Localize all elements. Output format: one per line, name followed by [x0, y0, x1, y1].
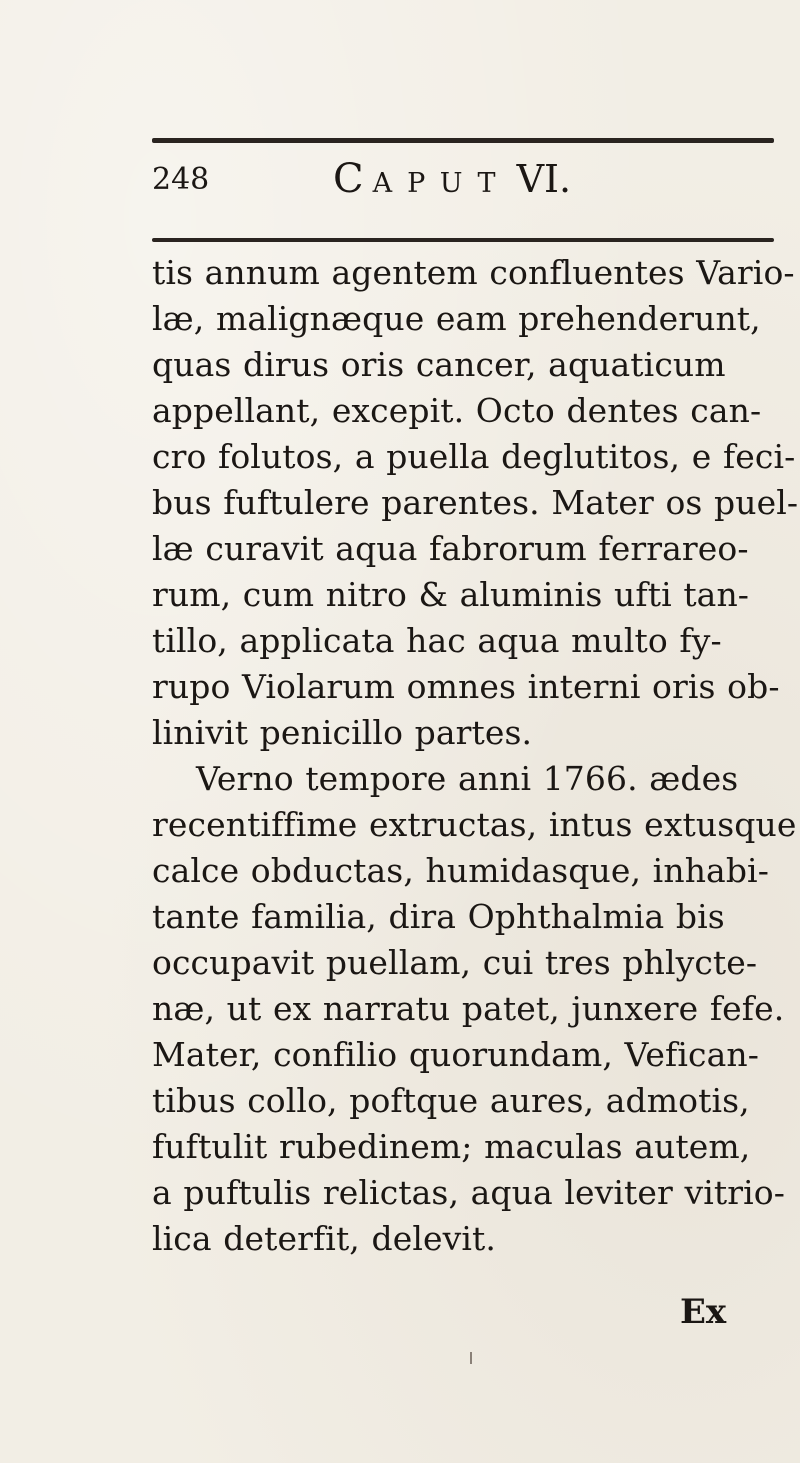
- text-line: læ, malignæque eam prehenderunt,: [152, 299, 761, 338]
- running-head: [333, 156, 571, 202]
- text-line: linivit penicillo partes.: [152, 713, 533, 752]
- text-line: appellant, excepit. Octo dentes can-: [152, 391, 762, 430]
- text-line: rupo Violarum omnes interni oris ob-: [152, 667, 780, 706]
- text-line: tibus collo, poftque aures, admotis,: [152, 1081, 750, 1120]
- text-line: a puftulis relictas, aqua leviter vitrio-: [152, 1173, 786, 1212]
- text-line: Verno tempore anni 1766. ædes: [196, 759, 739, 798]
- text-line: tillo, applicata hac aqua multo fy-: [152, 621, 722, 660]
- print-mark: [470, 1352, 472, 1364]
- text-line: quas dirus oris cancer, aquaticum: [152, 345, 726, 384]
- text-line: Mater, confilio quorundam, Vefican-: [152, 1035, 759, 1074]
- text-line: lica deterfit, delevit.: [152, 1219, 496, 1258]
- text-line: tis annum agentem confluentes Vario-: [152, 253, 795, 292]
- text-line: recentiffime extructas, intus extusque: [152, 805, 797, 844]
- text-line: tante familia, dira Ophthalmia bis: [152, 897, 725, 936]
- text-line: læ curavit aqua fabrorum ferrareo-: [152, 529, 749, 568]
- page-header: [152, 156, 712, 202]
- top-rule: [152, 138, 774, 143]
- running-head-numeral: VI.: [516, 157, 572, 201]
- text-line: cro folutos, a puella deglutitos, e feci-: [152, 437, 796, 476]
- body-text: [152, 250, 799, 1262]
- text-line: occupavit puellam, cui tres phlycte-: [152, 943, 758, 982]
- running-head-initial: C: [333, 156, 364, 202]
- text-line: næ, ut ex narratu patet, junxere fefe.: [152, 989, 785, 1028]
- page-number: 248: [152, 162, 210, 197]
- text-line: bus fuftulere parentes. Mater os puel-: [152, 483, 799, 522]
- text-line: fuftulit rubedinem; maculas autem,: [152, 1127, 751, 1166]
- text-line: rum, cum nitro & aluminis ufti tan-: [152, 575, 750, 614]
- running-head-rest: APUT: [372, 168, 511, 199]
- header-rule: [152, 238, 774, 242]
- catchword: Ex: [680, 1292, 727, 1332]
- text-line: calce obductas, humidasque, inhabi-: [152, 851, 769, 890]
